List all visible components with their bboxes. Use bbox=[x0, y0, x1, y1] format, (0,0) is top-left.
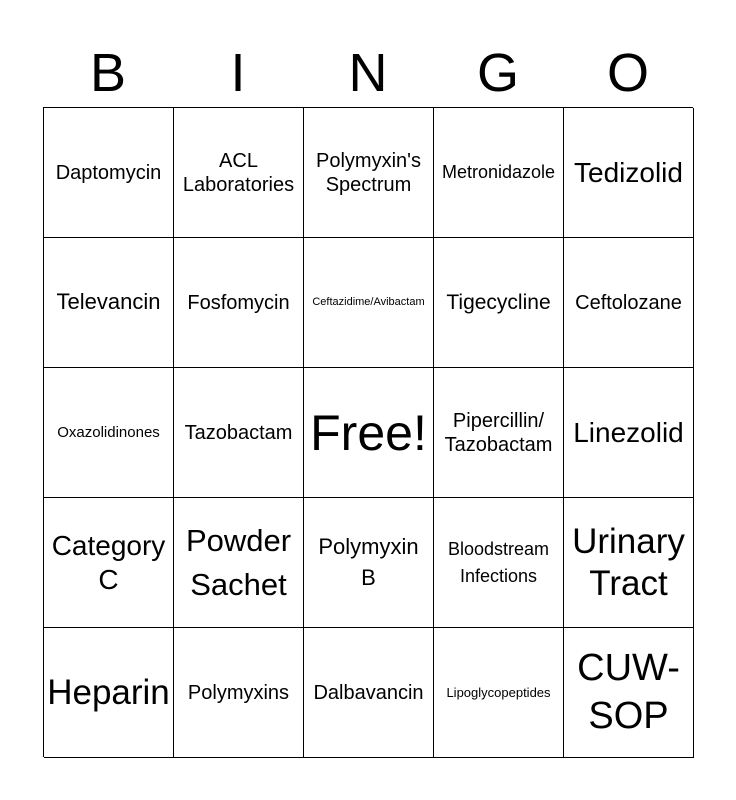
bingo-cell[interactable] bbox=[304, 628, 434, 758]
cell-label: Televancin bbox=[56, 289, 161, 315]
cell-label: Linezolid bbox=[573, 416, 684, 448]
cell-label: ACL Laboratories bbox=[182, 149, 295, 196]
bingo-cell[interactable] bbox=[174, 238, 304, 368]
bingo-cell[interactable] bbox=[174, 498, 304, 628]
cell-label: CUW-SOP bbox=[577, 647, 680, 737]
bingo-cell[interactable] bbox=[434, 238, 564, 368]
bingo-cell[interactable] bbox=[44, 108, 174, 238]
bingo-card bbox=[43, 107, 693, 757]
cell-label: Ceftazidime/Avibactam bbox=[312, 295, 425, 308]
bingo-cell[interactable] bbox=[44, 238, 174, 368]
bingo-cell[interactable] bbox=[44, 628, 174, 758]
header-letter-o: O bbox=[606, 43, 649, 103]
header-letter-b: B bbox=[89, 43, 127, 103]
bingo-cell[interactable] bbox=[174, 628, 304, 758]
bingo-cell[interactable] bbox=[174, 108, 304, 238]
bingo-cell[interactable] bbox=[564, 368, 694, 498]
bingo-cell[interactable] bbox=[44, 498, 174, 628]
cell-label: Polymyxin's Spectrum bbox=[316, 149, 421, 196]
bingo-cell[interactable] bbox=[434, 108, 564, 238]
bingo-cell[interactable] bbox=[304, 498, 434, 628]
bingo-cell[interactable] bbox=[304, 238, 434, 368]
cell-label: Powder Sachet bbox=[185, 523, 292, 602]
cell-label: Dalbavancin bbox=[313, 681, 424, 704]
cell-label: Category C bbox=[51, 529, 166, 595]
bingo-cell[interactable] bbox=[564, 498, 694, 628]
header-letter-n: N bbox=[348, 43, 388, 103]
cell-label: Lipoglycopeptides bbox=[446, 684, 551, 700]
bingo-header bbox=[43, 40, 693, 106]
bingo-cell[interactable] bbox=[44, 368, 174, 498]
free-space-cell[interactable] bbox=[304, 368, 434, 498]
bingo-cell[interactable] bbox=[564, 108, 694, 238]
cell-label: Urinary Tract bbox=[572, 521, 685, 603]
bingo-cell[interactable] bbox=[174, 368, 304, 498]
cell-label: Ceftolozane bbox=[575, 291, 682, 314]
cell-label: Oxazolidinones bbox=[57, 423, 160, 441]
cell-label: Daptomycin bbox=[55, 161, 162, 184]
header-letter-g: G bbox=[476, 43, 519, 103]
cell-label: Tazobactam bbox=[184, 421, 293, 444]
cell-label: Tedizolid bbox=[574, 156, 683, 188]
cell-label: Bloodstream Infections bbox=[447, 539, 550, 586]
bingo-cell[interactable] bbox=[304, 108, 434, 238]
bingo-cell[interactable] bbox=[434, 368, 564, 498]
free-space-label: Free! bbox=[310, 404, 427, 461]
cell-label: Fosfomycin bbox=[187, 291, 290, 314]
cell-label: Heparin bbox=[47, 672, 170, 712]
cell-label: Polymyxins bbox=[187, 681, 290, 704]
cell-label: Tigecycline bbox=[446, 290, 551, 314]
cell-label: Metronidazole bbox=[441, 161, 556, 182]
bingo-cell[interactable] bbox=[434, 498, 564, 628]
header-letter-i: I bbox=[230, 43, 246, 103]
bingo-cell[interactable] bbox=[564, 628, 694, 758]
bingo-cell[interactable] bbox=[564, 238, 694, 368]
cell-label: Pipercillin/ Tazobactam bbox=[444, 409, 553, 456]
cell-label: Polymyxin B bbox=[318, 533, 419, 590]
bingo-cell[interactable] bbox=[434, 628, 564, 758]
